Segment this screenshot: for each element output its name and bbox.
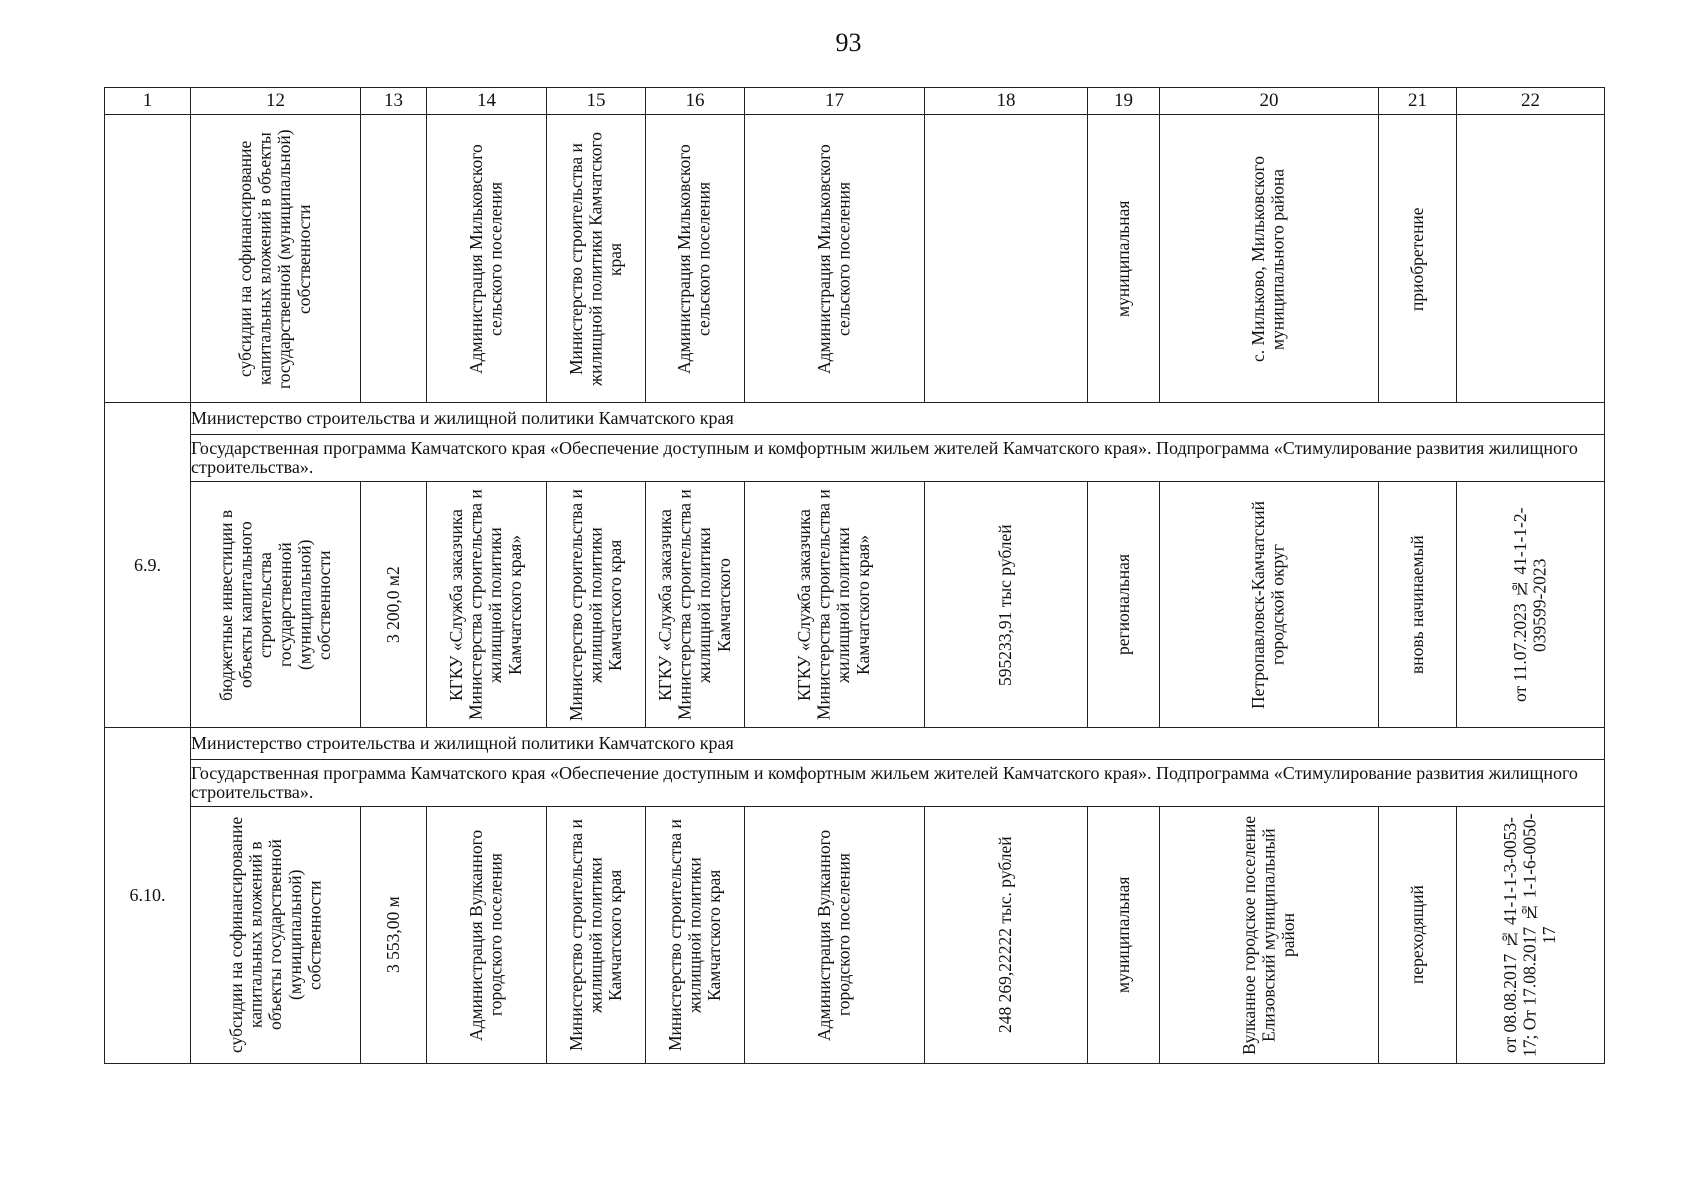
location-text: Вулканное городское поселение Елизовский муниципальный район [1238, 815, 1298, 1055]
organization-heading: Министерство строительства и жилищной политики Камчатского края [191, 403, 1605, 435]
grantor-cell [427, 807, 547, 1064]
cost-cell [925, 807, 1088, 1064]
status-text: переходящий [1406, 885, 1427, 985]
program-heading: Государственная программа Камчатского края «Обеспечение доступным и комфортным жильем жителей Камчатского края». Подпрограмма «Стимулирование развития жилищного строительства». [191, 435, 1605, 482]
header-cell: 13 [361, 88, 427, 115]
cost-text: 248 269,22222 тыс. рублей [995, 836, 1016, 1034]
funding-type-text: субсидии на софинансирование капитальных вложений в объекты государственной (муниципальной) собственности [235, 128, 315, 389]
grantor-text: Администрация Вулканного городского поселения [465, 829, 506, 1041]
header-cell: 20 [1160, 88, 1379, 115]
ministry-cell [547, 482, 646, 728]
organization-heading: Министерство строительства и жилищной политики Камчатского края [191, 728, 1605, 760]
header-cell: 17 [745, 88, 925, 115]
developer-cell [745, 482, 925, 728]
funding-type-text: субсидии на софинансирование капитальных вложений в объекты государственной (муниципальной) собственности [225, 816, 324, 1054]
row-number-cell: 6.10. [105, 728, 191, 1064]
table-row [105, 807, 1605, 1064]
program-heading: Государственная программа Камчатского края «Обеспечение доступным и комфортным жильем жителей Камчатского края». Подпрограмма «Стимулирование развития жилищного строительства». [191, 760, 1605, 807]
developer-cell [745, 115, 925, 403]
document-cell [1457, 115, 1605, 403]
funding-type-cell [191, 807, 361, 1064]
table-row [105, 115, 1605, 403]
customer-text: Администрация Мильковского сельского поселения [674, 143, 714, 374]
status-cell [1379, 482, 1457, 728]
location-text: Петропавловск-Камчатский городской округ [1248, 500, 1288, 709]
cost-cell [925, 482, 1088, 728]
header-cell: 14 [427, 88, 547, 115]
ownership-text: муниципальная [1112, 200, 1133, 317]
table-row [105, 760, 1605, 807]
grantor-text: КГКУ «Служба заказчика Министерства строительства и жилищной политики Камчатского края» [446, 489, 526, 720]
header-cell: 21 [1379, 88, 1457, 115]
row-number-cell [105, 115, 191, 403]
table-row [105, 482, 1605, 728]
customer-cell [646, 115, 745, 403]
developer-cell [745, 807, 925, 1064]
header-cell: 22 [1457, 88, 1605, 115]
header-cell: 12 [191, 88, 361, 115]
header-cell: 16 [646, 88, 745, 115]
ministry-text: Министерство строительства и жилищной политики Камчатского края [565, 131, 625, 386]
ownership-cell [1088, 807, 1160, 1064]
cost-cell [925, 115, 1088, 403]
location-cell [1160, 482, 1379, 728]
header-cell: 1 [105, 88, 191, 115]
funding-type-cell [191, 115, 361, 403]
header-cell: 15 [547, 88, 646, 115]
location-text: с. Мильково, Мильковского муниципального района [1248, 155, 1288, 362]
status-text: приобретение [1406, 206, 1427, 311]
ministry-text: Министерство строительства и жилищной политики Камчатского края [565, 488, 625, 721]
ownership-text: региональная [1112, 554, 1133, 655]
document-text: от 11.07.2023 № 41-1-1-2-039599-2023 [1509, 507, 1550, 702]
developer-text: КГКУ «Служба заказчика Министерства строительства и жилищной политики Камчатского края» [794, 489, 874, 720]
location-cell [1160, 115, 1379, 403]
customer-text: Министерство строительства и жилищной политики Камчатского края [664, 819, 724, 1051]
customer-cell [646, 807, 745, 1064]
document-text: от 08.08.2017 № 41-1-1-3-0053-17; От 17.08.2017 № 1-1-6-0050-17 [1500, 813, 1560, 1057]
ministry-cell [547, 115, 646, 403]
grantor-cell [427, 115, 547, 403]
grantor-cell [427, 482, 547, 728]
status-text: вновь начинаемый [1406, 535, 1427, 674]
funding-type-text: бюджетные инвестиции в объекты капитального строительства государственной (муниципальной) собственности [215, 508, 334, 701]
ministry-text: Министерство строительства и жилищной политики Камчатского края [565, 819, 625, 1051]
customer-text: КГКУ «Служба заказчика Министерства строительства и жилищной политики Камчатского [654, 489, 734, 720]
capacity-text: 3 553,00 м [382, 896, 403, 974]
table-row [105, 728, 1605, 760]
ownership-text: муниципальная [1112, 876, 1133, 994]
location-cell [1160, 807, 1379, 1064]
ministry-cell [547, 807, 646, 1064]
status-cell [1379, 115, 1457, 403]
document-cell [1457, 807, 1605, 1064]
grantor-text: Администрация Мильковского сельского поселения [465, 143, 506, 374]
capacity-cell [361, 115, 427, 403]
status-cell [1379, 807, 1457, 1064]
ownership-cell [1088, 115, 1160, 403]
header-cell: 19 [1088, 88, 1160, 115]
document-cell [1457, 482, 1605, 728]
capacity-text: 3 200,0 м2 [382, 566, 403, 643]
page-number: 93 [835, 28, 862, 57]
developer-text: Администрация Мильковского сельского поселения [813, 143, 854, 374]
cost-text: 595233,91 тыс рублей [995, 523, 1016, 686]
customer-cell [646, 482, 745, 728]
table-row [105, 435, 1605, 482]
projects-table [104, 87, 1605, 1064]
capacity-cell [361, 807, 427, 1064]
table-header-row [105, 88, 1605, 115]
capacity-cell [361, 482, 427, 728]
developer-text: Администрация Вулканного городского поселения [813, 829, 854, 1041]
row-number-cell: 6.9. [105, 403, 191, 728]
header-cell: 18 [925, 88, 1088, 115]
table-row [105, 403, 1605, 435]
funding-type-cell [191, 482, 361, 728]
ownership-cell [1088, 482, 1160, 728]
